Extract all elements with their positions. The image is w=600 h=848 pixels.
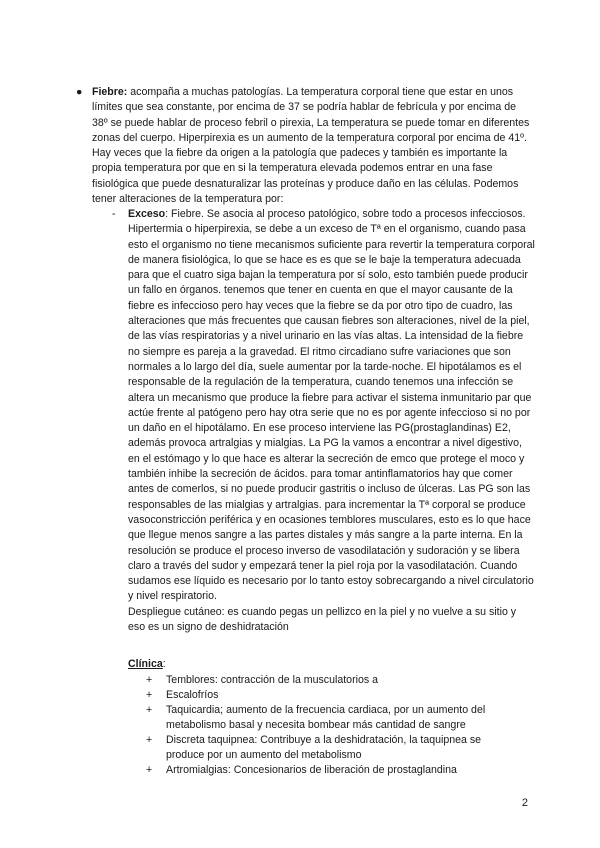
list-item: Discreta taquipnea: Contribuye a la deshidratación, la taquipnea se produce por un aumento del metabolismo bbox=[166, 734, 482, 762]
clinica-title: Clínica bbox=[128, 658, 163, 670]
list-item: Taquicardia; aumento de la frecuencia cardiaca, por un aumento del metabolismo basal y necesita bombear más cantidad de sangre bbox=[166, 704, 486, 732]
list-item: Escalofríos bbox=[166, 689, 219, 701]
plus-marker: + bbox=[146, 764, 153, 776]
clinica-heading bbox=[128, 657, 166, 672]
list-item: Temblores: contracción de la musculatorios a bbox=[166, 674, 378, 686]
exceso-text: : Fiebre. Se asocia al proceso patológico, sobre todo a procesos infecciosos. Hipertermia o hiperpirexia, se debe a un exceso de Tª en el organismo, cuando pasa esto el organismo no tiene mecanismos suficiente para revertir la temperatura corporal de manera fisiológica, lo que se hace es es que se le baje la temperatura adecuada para que el cuatro siga bajan la temperatura por sí solo, esto también puede producir un fallo en órganos. tenemos que tener en cuenta en que el mayor causante de la fiebre es infeccioso pero hay veces que la fiebre se da por otro tipo de cuadro, las alteraciones que más frecuentes que causan fiebres son alteraciones, nivel de la piel, de las vías respiratorias y a nivel urinario en las vías altas. La intensidad de la fiebre no siempre es pareja a la gravedad. El ritmo circadiano sufre variaciones que son normales a lo largo del día, suele aumentar por la tarde-noche. El hipotálamos es el responsable de la regulación de la temperatura, cuando tenemos una infección se altera un mecanismo que produce la fiebre para activar el sistema inmunitario par que actúe frente al patógeno pero hay otra serie que no es por agente infeccioso si no por un daño en el hipotálamo. En ese proceso interviene las PG(prostaglandinas) E2, además provoca artralgias y mialgias. La PG la vamos a encontrar a nivel digestivo, en el estómago y lo que hace es alterar la secreción de emco que protege el moco y también inhibe la secreción de ácidos. para tomar antinflamatorios hay que comer antes de comerlos, si no puede producir gastritis o incluso de úlceras. Las PG son las responsables de las mialgias y artralgias. para incrementar la Tª corporal se produce vasoconstricción periférica y en ocasiones temblores musculares, esto es lo que hace que llegue menos sangre a las partes distales y más sangre a la parte interna. En la resolución se produce el proceso inverso de vasodilatación y sudoración y se libera claro a través del sudor y empezará tener la piel roja por la vasodilatación. Cuando sudamos ese líquido es necesario por lo tanto estoy sobrecargando a nivel circulatorio y nivel respiratorio. bbox=[128, 208, 535, 603]
clinica-colon: : bbox=[162, 658, 166, 670]
bullet-marker: ● bbox=[76, 86, 83, 98]
page-number: 2 bbox=[521, 797, 528, 809]
fiebre-term: Fiebre: bbox=[92, 86, 128, 98]
dash-marker: - bbox=[112, 208, 116, 220]
exceso-paragraph bbox=[128, 207, 536, 635]
list-item: Artromialgias: Concesionarios de liberación de prostaglandina bbox=[166, 764, 457, 776]
despliegue-text: Despliegue cutáneo: es cuando pegas un pellizco en la piel y no vuelve a su sitio y eso es un signo de deshidratación bbox=[128, 605, 517, 634]
fiebre-text: acompaña a muchas patologías. La temperatura corporal tiene que estar en unos límites que sea constante, por encima de 37 se podría hablar de febrícula y por encima de 38º se puede hablar de proceso febril o pirexia, La temperatura se puede tomar en diferentes zonas del cuerpo. Hiperpirexia es un aumento de la temperatura corporal por encima de 41º. Hay veces que la fiebre da origen a la patología que padeces y también es importante la propia temperatura por que en si la temperatura elevada podemos entrar en una fase fisiológica que puede desnaturalizar las proteínas y produce daño en las células. Podemos tener alteraciones de la temperatura por: bbox=[92, 86, 530, 206]
exceso-term: Exceso bbox=[128, 208, 166, 220]
plus-marker: + bbox=[146, 689, 153, 701]
plus-marker: + bbox=[146, 704, 153, 716]
plus-marker: + bbox=[146, 674, 153, 686]
fiebre-paragraph bbox=[92, 85, 534, 207]
plus-marker: + bbox=[146, 734, 153, 746]
